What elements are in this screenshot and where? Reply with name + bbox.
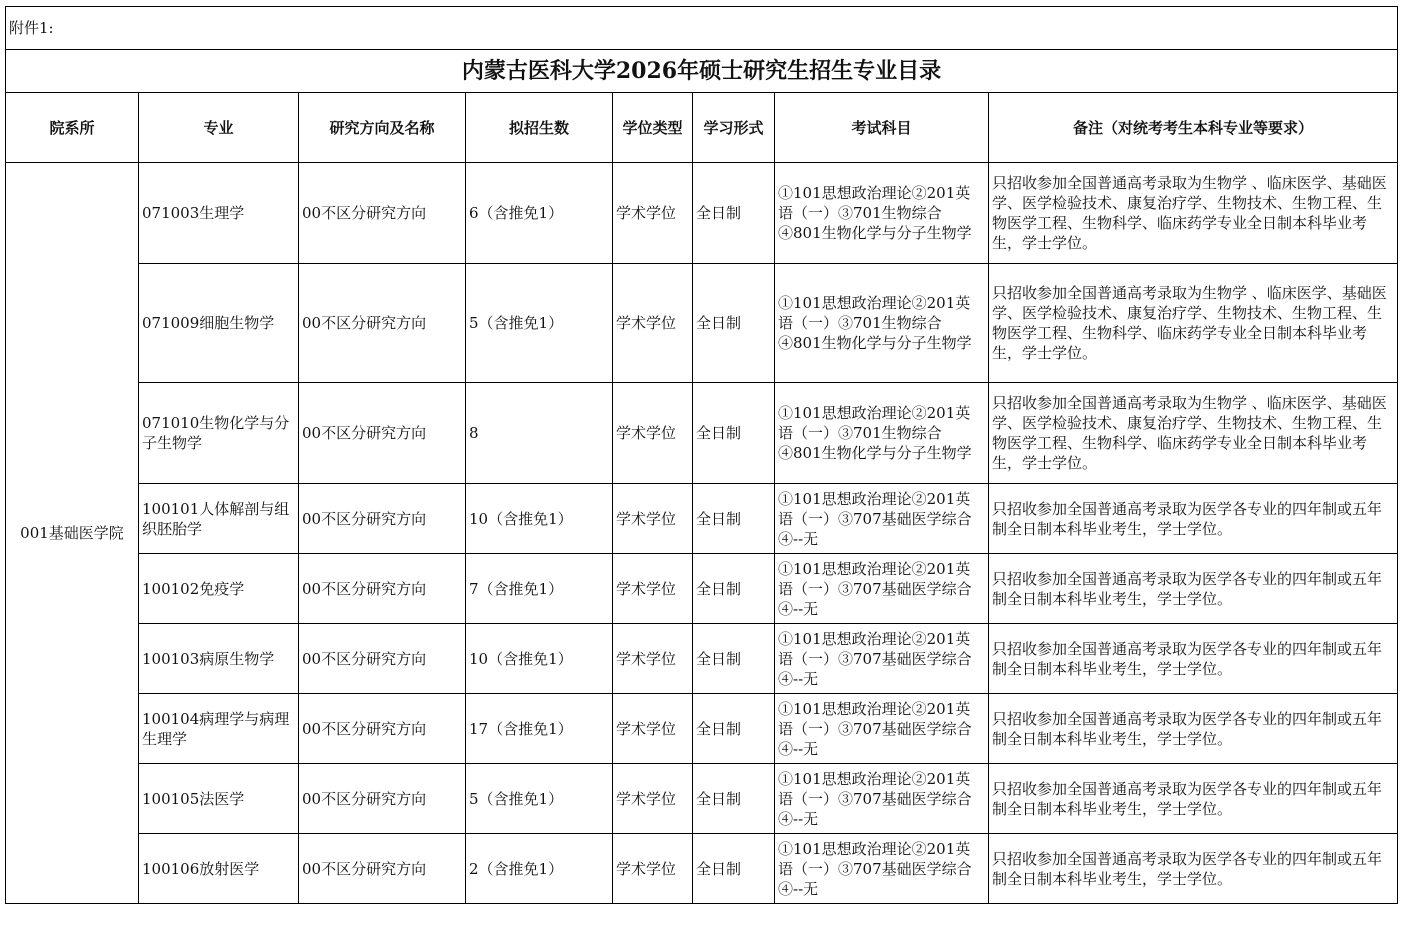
remarks-cell: 只招收参加全国普通高考录取为医学各专业的四年制或五年制全日制本科毕业考生，学士学位。 [989,624,1398,694]
remarks-cell: 只招收参加全国普通高考录取为生物学 、临床医学、基础医学、医学检验技术、康复治疗学、生物技术、生物工程、生物医学工程、生物科学、临床药学专业全日制本科毕业考生，学士学位。 [989,264,1398,383]
table-row [6,764,1398,834]
header-exam-subjects: 考试科目 [775,93,989,163]
major-cell: 100106放射医学 [139,834,299,904]
exam-subjects-cell: ①101思想政治理论②201英语（一）③707基础医学综合④--无 [775,554,989,624]
major-cell: 100103病原生物学 [139,624,299,694]
study-mode-cell: 全日制 [693,484,775,554]
remarks-cell: 只招收参加全国普通高考录取为医学各专业的四年制或五年制全日制本科毕业考生，学士学位。 [989,694,1398,764]
quota-cell: 8 [466,383,613,484]
degree-type-cell: 学术学位 [613,554,693,624]
remarks-cell: 只招收参加全国普通高考录取为医学各专业的四年制或五年制全日制本科毕业考生，学士学位。 [989,554,1398,624]
exam-subjects-cell: ①101思想政治理论②201英语（一）③701生物综合④801生物化学与分子生物学 [775,383,989,484]
degree-type-cell: 学术学位 [613,624,693,694]
study-mode-cell: 全日制 [693,383,775,484]
exam-subjects-cell: ①101思想政治理论②201英语（一）③707基础医学综合④--无 [775,484,989,554]
direction-cell: 00不区分研究方向 [299,764,466,834]
title-row [6,50,1398,93]
remarks-cell: 只招收参加全国普通高考录取为医学各专业的四年制或五年制全日制本科毕业考生，学士学位。 [989,484,1398,554]
remarks-cell: 只招收参加全国普通高考录取为生物学 、临床医学、基础医学、医学检验技术、康复治疗学、生物技术、生物工程、生物医学工程、生物科学、临床药学专业全日制本科毕业考生，学士学位。 [989,163,1398,264]
direction-cell: 00不区分研究方向 [299,834,466,904]
study-mode-cell: 全日制 [693,694,775,764]
quota-cell: 7（含推免1） [466,554,613,624]
table-row [6,383,1398,484]
degree-type-cell: 学术学位 [613,834,693,904]
direction-cell: 00不区分研究方向 [299,554,466,624]
table-row [6,264,1398,383]
remarks-cell: 只招收参加全国普通高考录取为医学各专业的四年制或五年制全日制本科毕业考生，学士学位。 [989,764,1398,834]
table-row [6,163,1398,264]
direction-cell: 00不区分研究方向 [299,694,466,764]
major-cell: 071009细胞生物学 [139,264,299,383]
page-title: 内蒙古医科大学2026年硕士研究生招生专业目录 [6,50,1398,93]
exam-subjects-cell: ①101思想政治理论②201英语（一）③707基础医学综合④--无 [775,764,989,834]
header-row [6,93,1398,163]
quota-cell: 10（含推免1） [466,484,613,554]
table-row [6,624,1398,694]
exam-subjects-cell: ①101思想政治理论②201英语（一）③701生物综合④801生物化学与分子生物学 [775,264,989,383]
exam-subjects-cell: ①101思想政治理论②201英语（一）③707基础医学综合④--无 [775,694,989,764]
header-study-mode: 学习形式 [693,93,775,163]
table-row [6,554,1398,624]
exam-subjects-cell: ①101思想政治理论②201英语（一）③707基础医学综合④--无 [775,624,989,694]
major-cell: 100101人体解剖与组织胚胎学 [139,484,299,554]
header-department: 院系所 [6,93,139,163]
direction-cell: 00不区分研究方向 [299,484,466,554]
study-mode-cell: 全日制 [693,264,775,383]
quota-cell: 5（含推免1） [466,264,613,383]
major-cell: 100105法医学 [139,764,299,834]
study-mode-cell: 全日制 [693,834,775,904]
remarks-cell: 只招收参加全国普通高考录取为生物学 、临床医学、基础医学、医学检验技术、康复治疗学、生物技术、生物工程、生物医学工程、生物科学、临床药学专业全日制本科毕业考生，学士学位。 [989,383,1398,484]
direction-cell: 00不区分研究方向 [299,264,466,383]
quota-cell: 10（含推免1） [466,624,613,694]
study-mode-cell: 全日制 [693,554,775,624]
header-quota: 拟招生数 [466,93,613,163]
study-mode-cell: 全日制 [693,163,775,264]
attachment-row [6,7,1398,50]
quota-cell: 17（含推免1） [466,694,613,764]
major-cell: 100102免疫学 [139,554,299,624]
table-row [6,694,1398,764]
quota-cell: 2（含推免1） [466,834,613,904]
degree-type-cell: 学术学位 [613,764,693,834]
header-major: 专业 [139,93,299,163]
study-mode-cell: 全日制 [693,624,775,694]
header-direction: 研究方向及名称 [299,93,466,163]
degree-type-cell: 学术学位 [613,694,693,764]
exam-subjects-cell: ①101思想政治理论②201英语（一）③707基础医学综合④--无 [775,834,989,904]
degree-type-cell: 学术学位 [613,484,693,554]
quota-cell: 5（含推免1） [466,764,613,834]
direction-cell: 00不区分研究方向 [299,163,466,264]
table-row [6,834,1398,904]
attachment-label: 附件1: [6,7,1398,50]
header-remarks: 备注（对统考考生本科专业等要求） [989,93,1398,163]
major-cell: 100104病理学与病理生理学 [139,694,299,764]
enrollment-catalog-table [5,6,1398,904]
exam-subjects-cell: ①101思想政治理论②201英语（一）③701生物综合④801生物化学与分子生物学 [775,163,989,264]
header-degree-type: 学位类型 [613,93,693,163]
major-cell: 071003生理学 [139,163,299,264]
major-cell: 071010生物化学与分子生物学 [139,383,299,484]
study-mode-cell: 全日制 [693,764,775,834]
degree-type-cell: 学术学位 [613,264,693,383]
direction-cell: 00不区分研究方向 [299,624,466,694]
degree-type-cell: 学术学位 [613,163,693,264]
degree-type-cell: 学术学位 [613,383,693,484]
department-cell: 001基础医学院 [6,163,139,904]
remarks-cell: 只招收参加全国普通高考录取为医学各专业的四年制或五年制全日制本科毕业考生，学士学位。 [989,834,1398,904]
table-row [6,484,1398,554]
quota-cell: 6（含推免1） [466,163,613,264]
direction-cell: 00不区分研究方向 [299,383,466,484]
